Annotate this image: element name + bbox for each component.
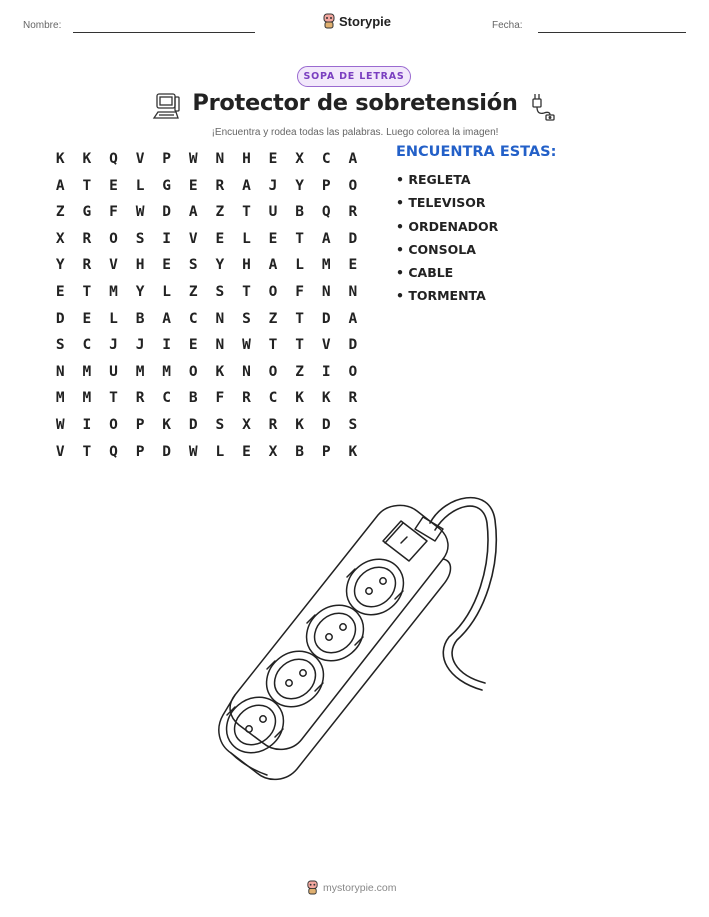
grid-letter[interactable]: E xyxy=(215,230,225,247)
grid-letter[interactable]: U xyxy=(268,204,278,221)
grid-letter[interactable]: C xyxy=(82,337,92,354)
grid-letter[interactable]: T xyxy=(242,204,251,221)
grid-letter[interactable]: P xyxy=(135,416,145,433)
grid-letter[interactable]: G xyxy=(162,177,172,194)
instructions: ¡Encuentra y rodea todas las palabras. Luego colorea la imagen! xyxy=(211,127,499,138)
grid-letter[interactable]: N xyxy=(55,363,65,380)
name-line[interactable] xyxy=(73,32,255,33)
word-item: • TELEVISOR xyxy=(396,195,486,211)
grid-letter[interactable]: O xyxy=(109,230,118,247)
name-label: Nombre: xyxy=(23,20,62,31)
grid-letter[interactable]: L xyxy=(162,283,172,300)
grid-letter[interactable]: Z xyxy=(295,363,304,380)
grid-letter[interactable]: N xyxy=(215,310,225,327)
grid-letter[interactable]: X xyxy=(295,151,304,167)
grid-letter[interactable]: M xyxy=(55,390,65,407)
word-item: • CONSOLA xyxy=(396,241,476,257)
storypie-mascot-icon xyxy=(322,13,336,29)
word-list xyxy=(396,144,556,308)
grid-letter[interactable]: S xyxy=(55,337,65,354)
grid-letter[interactable]: X xyxy=(55,230,65,247)
grid-letter[interactable]: W xyxy=(188,443,198,460)
grid-letter[interactable]: I xyxy=(321,363,331,380)
grid-letter[interactable]: B xyxy=(295,204,304,221)
puzzle-type-badge: SOPA DE LETRAS xyxy=(297,66,411,87)
grid-letter[interactable]: P xyxy=(321,443,331,460)
grid-letter[interactable]: Z xyxy=(55,204,65,221)
grid-letter[interactable]: E xyxy=(188,337,198,354)
grid-row xyxy=(47,412,367,439)
grid-letter[interactable]: C xyxy=(268,390,278,407)
grid-letter[interactable]: R xyxy=(268,416,278,433)
grid-letter[interactable]: J xyxy=(109,337,118,354)
grid-letter[interactable]: R xyxy=(242,390,251,407)
page-title: Protector de sobretensión xyxy=(192,90,518,116)
grid-row xyxy=(47,252,367,279)
grid-letter[interactable]: N xyxy=(215,337,225,354)
grid-letter[interactable]: Y xyxy=(55,257,65,274)
grid-letter[interactable]: D xyxy=(348,337,358,354)
grid-letter[interactable]: A xyxy=(162,310,172,327)
grid-letter[interactable]: P xyxy=(135,443,145,460)
grid-letter[interactable]: T xyxy=(295,230,304,247)
grid-letter[interactable]: I xyxy=(162,230,172,247)
grid-letter[interactable]: R xyxy=(348,390,358,407)
grid-row xyxy=(47,199,367,226)
grid-letter[interactable]: E xyxy=(188,177,198,194)
grid-letter[interactable]: R xyxy=(135,390,145,407)
grid-letter[interactable]: Q xyxy=(109,443,118,460)
grid-letter[interactable]: F xyxy=(295,283,304,300)
power-strip-illustration[interactable] xyxy=(195,485,505,815)
storypie-mascot-icon xyxy=(306,880,319,895)
grid-letter[interactable]: T xyxy=(82,177,92,194)
grid-letter[interactable]: S xyxy=(135,230,145,247)
grid-letter[interactable]: W xyxy=(242,337,251,354)
grid-letter[interactable]: K xyxy=(82,151,92,167)
grid-letter[interactable]: Z xyxy=(268,310,278,327)
grid-letter[interactable]: R xyxy=(215,177,225,194)
grid-letter[interactable]: S xyxy=(348,416,358,433)
grid-letter[interactable]: B xyxy=(295,443,304,460)
grid-letter[interactable]: T xyxy=(242,283,251,300)
grid-letter[interactable]: B xyxy=(188,390,198,407)
grid-letter[interactable]: A xyxy=(348,151,358,167)
grid-letter[interactable]: W xyxy=(135,204,145,221)
grid-letter[interactable]: X xyxy=(242,416,251,433)
grid-letter[interactable]: N xyxy=(348,283,358,300)
plug-icon xyxy=(528,91,558,121)
word-item: • ORDENADOR xyxy=(396,218,499,234)
grid-letter[interactable]: S xyxy=(188,257,198,274)
brand-name: Storypie xyxy=(339,13,392,29)
grid-letter[interactable]: H xyxy=(242,257,251,274)
grid-letter[interactable]: C xyxy=(188,310,198,327)
grid-letter[interactable]: W xyxy=(188,151,198,167)
grid-letter[interactable]: S xyxy=(215,416,225,433)
word-list-title: ENCUENTRA ESTAS: xyxy=(396,144,557,160)
grid-letter[interactable]: O xyxy=(268,283,278,300)
grid-letter[interactable]: A xyxy=(348,310,358,327)
grid-letter[interactable]: M xyxy=(82,390,92,407)
grid-row xyxy=(47,332,367,359)
grid-letter[interactable]: M xyxy=(162,363,172,380)
grid-letter[interactable]: B xyxy=(135,310,145,327)
grid-letter[interactable]: E xyxy=(55,283,65,300)
grid-letter[interactable]: T xyxy=(82,443,92,460)
grid-letter[interactable]: I xyxy=(162,337,172,354)
grid-letter[interactable]: M xyxy=(109,283,118,300)
grid-letter[interactable]: T xyxy=(268,337,278,354)
grid-letter[interactable]: N xyxy=(321,283,331,300)
grid-letter[interactable]: D xyxy=(55,310,65,327)
grid-letter[interactable]: R xyxy=(348,204,358,221)
grid-letter[interactable]: F xyxy=(215,390,225,407)
grid-letter[interactable]: O xyxy=(268,363,278,380)
grid-row xyxy=(47,173,367,200)
grid-letter[interactable]: I xyxy=(82,416,92,433)
grid-letter[interactable]: L xyxy=(135,177,145,194)
grid-letter[interactable]: H xyxy=(242,151,251,167)
grid-letter[interactable]: V xyxy=(135,151,145,167)
grid-letter[interactable]: R xyxy=(82,230,92,247)
date-label: Fecha: xyxy=(492,20,523,31)
grid-letter[interactable]: V xyxy=(188,230,198,247)
grid-letter[interactable]: U xyxy=(109,363,118,380)
grid-row xyxy=(47,279,367,306)
grid-letter[interactable]: E xyxy=(348,257,358,274)
grid-letter[interactable]: A xyxy=(242,177,251,194)
grid-letter[interactable]: T xyxy=(295,310,304,327)
grid-row xyxy=(47,226,367,253)
grid-letter[interactable]: L xyxy=(242,230,251,247)
grid-letter[interactable]: M xyxy=(321,257,331,274)
grid-letter[interactable]: K xyxy=(321,390,331,407)
grid-letter[interactable]: D xyxy=(162,204,172,221)
grid-letter[interactable]: A xyxy=(188,204,198,221)
grid-letter[interactable]: E xyxy=(162,257,172,274)
grid-row xyxy=(47,359,367,386)
grid-row xyxy=(47,146,367,173)
grid-letter[interactable]: Y xyxy=(295,177,304,194)
grid-letter[interactable]: R xyxy=(82,257,92,274)
grid-letter[interactable]: K xyxy=(162,416,172,433)
word-item: • TORMENTA xyxy=(396,288,486,304)
grid-letter[interactable]: O xyxy=(348,363,358,380)
computer-icon xyxy=(152,91,182,121)
grid-letter[interactable]: C xyxy=(321,151,331,167)
grid-letter[interactable]: J xyxy=(135,337,145,354)
grid-letter[interactable]: S xyxy=(242,310,251,327)
grid-letter[interactable]: O xyxy=(109,416,118,433)
grid-letter[interactable]: T xyxy=(82,283,92,300)
grid-letter[interactable]: K xyxy=(55,151,65,167)
grid-letter[interactable]: A xyxy=(55,177,65,194)
grid-letter[interactable]: Y xyxy=(215,257,225,274)
letter-grid xyxy=(47,146,367,465)
grid-letter[interactable]: K xyxy=(295,390,304,407)
grid-letter[interactable]: F xyxy=(109,204,118,221)
grid-letter[interactable]: E xyxy=(109,177,118,194)
grid-letter[interactable]: P xyxy=(321,177,331,194)
grid-letter[interactable]: X xyxy=(268,443,278,460)
word-item: • REGLETA xyxy=(396,172,471,187)
grid-letter[interactable]: E xyxy=(82,310,92,327)
grid-letter[interactable]: O xyxy=(188,363,198,380)
grid-letter[interactable]: C xyxy=(162,390,172,407)
grid-letter[interactable]: V xyxy=(321,337,331,354)
footer-url[interactable]: mystorypie.com xyxy=(323,881,397,894)
word-item: • CABLE xyxy=(396,265,454,281)
grid-letter[interactable]: M xyxy=(135,363,145,380)
grid-letter[interactable]: L xyxy=(295,257,304,274)
grid-letter[interactable]: Z xyxy=(215,204,225,221)
grid-letter[interactable]: N xyxy=(215,151,225,167)
grid-letter[interactable]: D xyxy=(321,416,331,433)
grid-letter[interactable]: P xyxy=(162,151,172,167)
grid-letter[interactable]: E xyxy=(242,443,251,460)
grid-letter[interactable]: O xyxy=(348,177,358,194)
grid-letter[interactable]: L xyxy=(109,310,118,327)
grid-letter[interactable]: K xyxy=(348,443,358,460)
grid-letter[interactable]: Q xyxy=(109,151,118,167)
grid-letter[interactable]: M xyxy=(82,363,92,380)
date-line[interactable] xyxy=(538,32,686,33)
grid-letter[interactable]: K xyxy=(215,363,225,380)
grid-letter[interactable]: L xyxy=(215,443,225,460)
grid-letter[interactable]: T xyxy=(109,390,118,407)
grid-letter[interactable]: D xyxy=(348,230,358,247)
grid-letter[interactable]: A xyxy=(268,257,278,274)
grid-letter[interactable]: K xyxy=(295,416,304,433)
grid-letter[interactable]: Q xyxy=(321,204,331,221)
grid-letter[interactable]: D xyxy=(162,443,172,460)
grid-letter[interactable]: D xyxy=(321,310,331,327)
grid-letter[interactable]: T xyxy=(295,337,304,354)
grid-letter[interactable]: N xyxy=(242,363,251,380)
grid-letter[interactable]: J xyxy=(268,177,278,194)
grid-letter[interactable]: Y xyxy=(135,283,145,300)
storypie-logo xyxy=(322,13,391,29)
grid-row xyxy=(47,306,367,333)
grid-letter[interactable]: S xyxy=(215,283,225,300)
grid-row xyxy=(47,439,367,466)
grid-letter[interactable]: G xyxy=(82,204,92,221)
footer xyxy=(306,880,397,895)
grid-letter[interactable]: V xyxy=(109,257,118,274)
grid-letter[interactable]: A xyxy=(321,230,331,247)
grid-letter[interactable]: H xyxy=(135,257,145,274)
grid-letter[interactable]: V xyxy=(55,443,65,460)
grid-letter[interactable]: W xyxy=(55,416,65,433)
grid-letter[interactable]: Z xyxy=(188,283,198,300)
grid-letter[interactable]: E xyxy=(268,151,278,167)
grid-row xyxy=(47,385,367,412)
grid-letter[interactable]: E xyxy=(268,230,278,247)
grid-letter[interactable]: D xyxy=(188,416,198,433)
